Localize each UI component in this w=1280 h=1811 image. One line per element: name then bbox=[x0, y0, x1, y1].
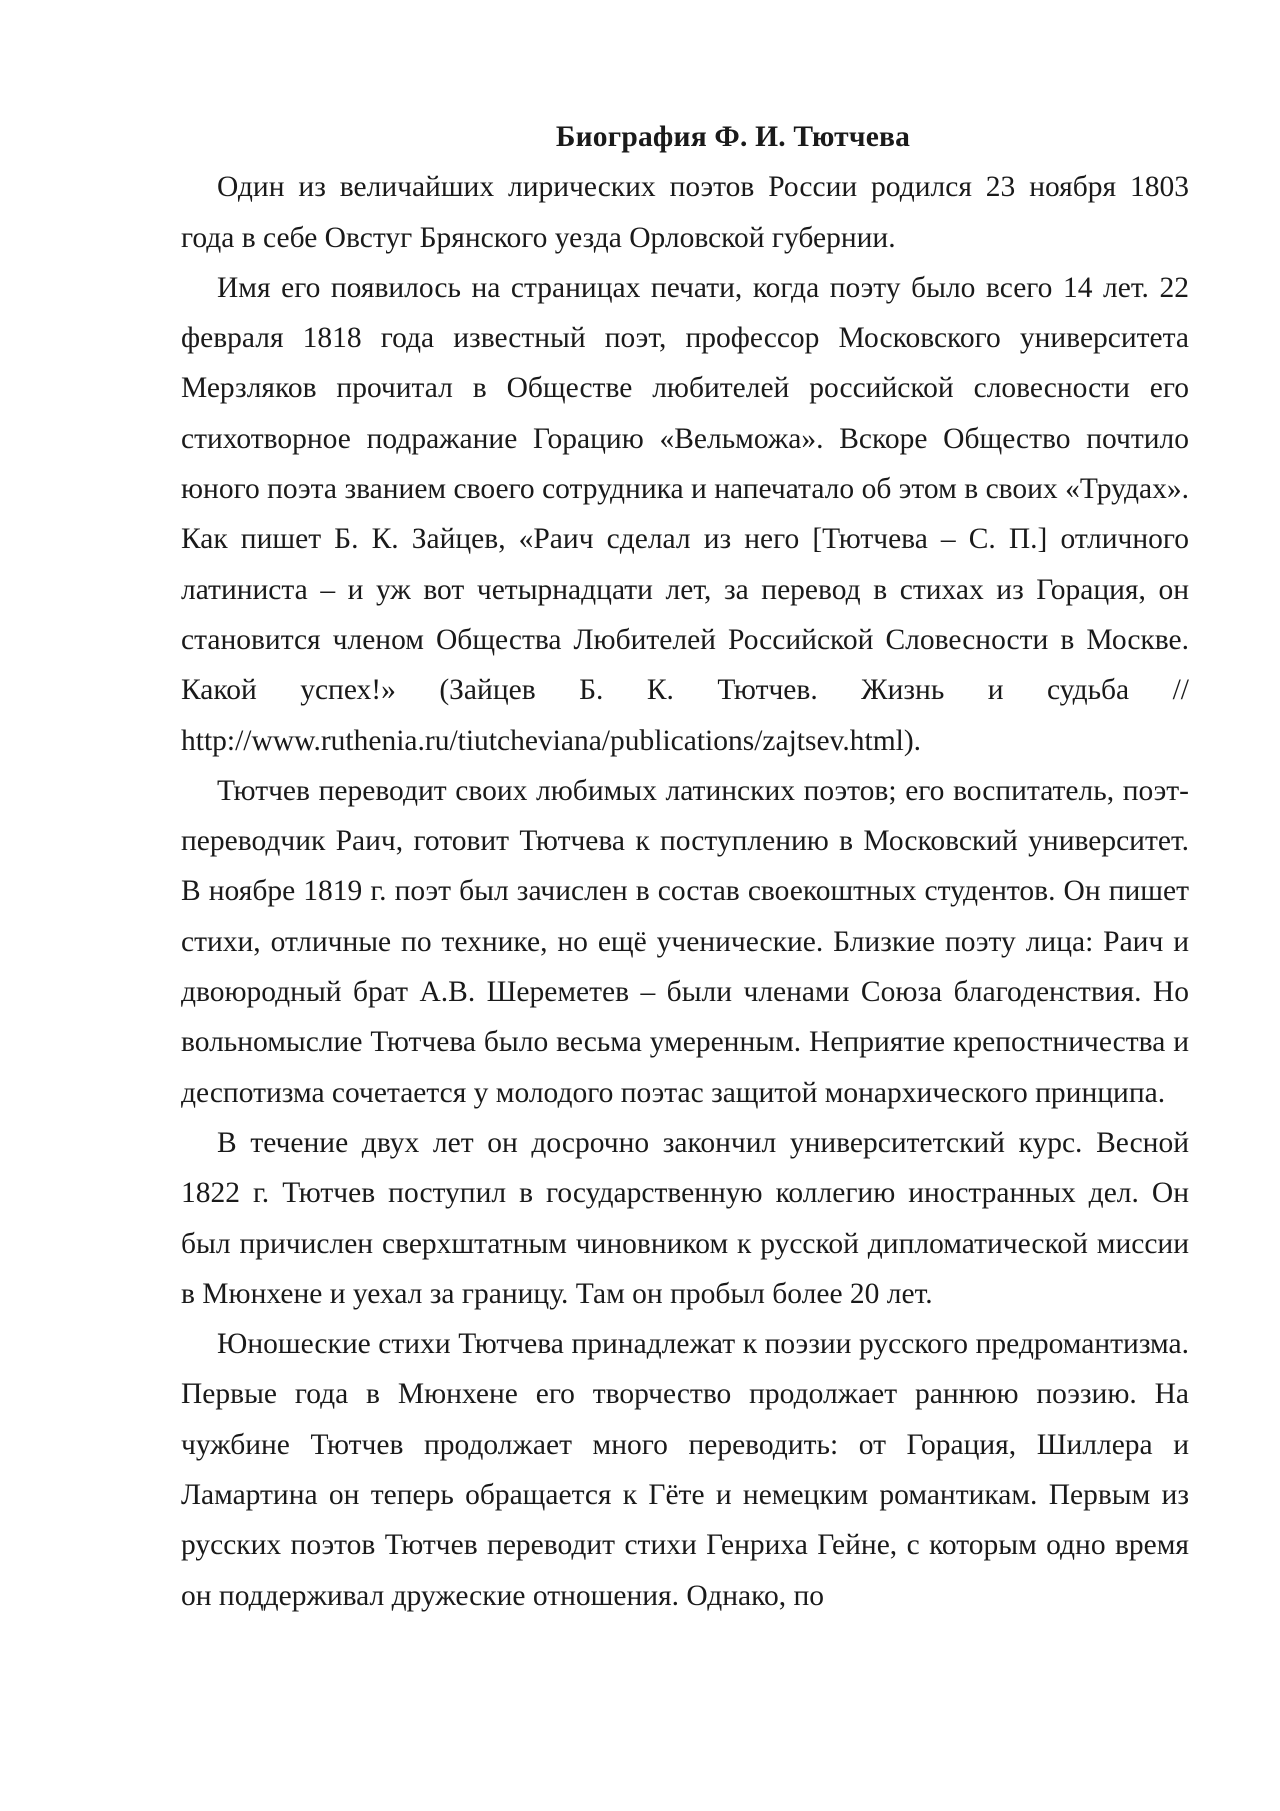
paragraph-diplomatic-career: В течение двух лет он досрочно закончил университетский курс. Весной 1822 г. Тютчев поступил в государственную коллегию иностранных дел. Он был причислен сверхштатным чиновником к русской дипломатической миссии в Мюнхене и уехал за границу. Там он пробыл более 20 лет. bbox=[181, 1126, 1189, 1310]
document-body bbox=[181, 112, 1189, 1621]
paragraph-first-publication bbox=[181, 263, 1189, 766]
paragraph-university: Тютчев переводит своих любимых латинских поэтов; его воспитатель, поэт-переводчик Раич, готовит Тютчева к поступлению в Московский университет. В ноябре 1819 г. поэт был зачислен в состав своекоштных студентов. Он пишет стихи, отличные по технике, но ещё ученические. Близкие поэту лица: Раич и двоюродный брат А.В. Шереметев – были членами Союза благоденствия. Но вольномыслие Тютчева было весьма умеренным. Неприятие крепостничества и деспотизма сочетается у молодого поэтас защитой монархического принципа. bbox=[181, 774, 1189, 1109]
paragraph-first-publication-text: Имя его появилось на страницах печати, когда поэту было всего 14 лет. 22 февраля 1818 года известный поэт, профессор Московского университета Мерзляков прочитал в Обществе любителей российской словесности его стихотворное подражание Горацию «Вельможа». Вскоре Общество почтило юного поэта званием своего сотрудника и напечатало об этом в своих «Трудах». Как пишет Б. К. Зайцев, «Раич сделал из него [Тютчева – С. П.] отличного латиниста – и уж вот четырнадцати лет, за перевод в стихах из Горация, он становится членом Общества Любителей Российской Словесности в Москве. Какой успех!» (Зайцев Б. К. Тютчев. Жизнь и судьба // bbox=[181, 271, 1189, 707]
paragraph-first-publication-tail: ). bbox=[903, 724, 922, 757]
source-url-link[interactable]: http://www.ruthenia.ru/tiutcheviana/publications/zajtsev.html bbox=[181, 724, 904, 757]
paragraph-early-poetry: Юношеские стихи Тютчева принадлежат к поэзии русского предромантизма. Первые года в Мюнхене его творчество продолжает раннюю поэзию. На чужбине Тютчев продолжает много переводить: от Горация, Шиллера и Ламартина он теперь обращается к Гёте и немецким романтикам. Первым из русских поэтов Тютчев переводит стихи Генриха Гейне, с которым одно время он поддерживал дружеские отношения. Однако, по bbox=[181, 1328, 1189, 1612]
document-title: Биография Ф. И. Тютчева bbox=[555, 121, 911, 153]
paragraph-birth: Один из величайших лирических поэтов России родился 23 ноября 1803 года в себе Овстуг Брянского уезда Орловской губернии. bbox=[181, 171, 1189, 254]
